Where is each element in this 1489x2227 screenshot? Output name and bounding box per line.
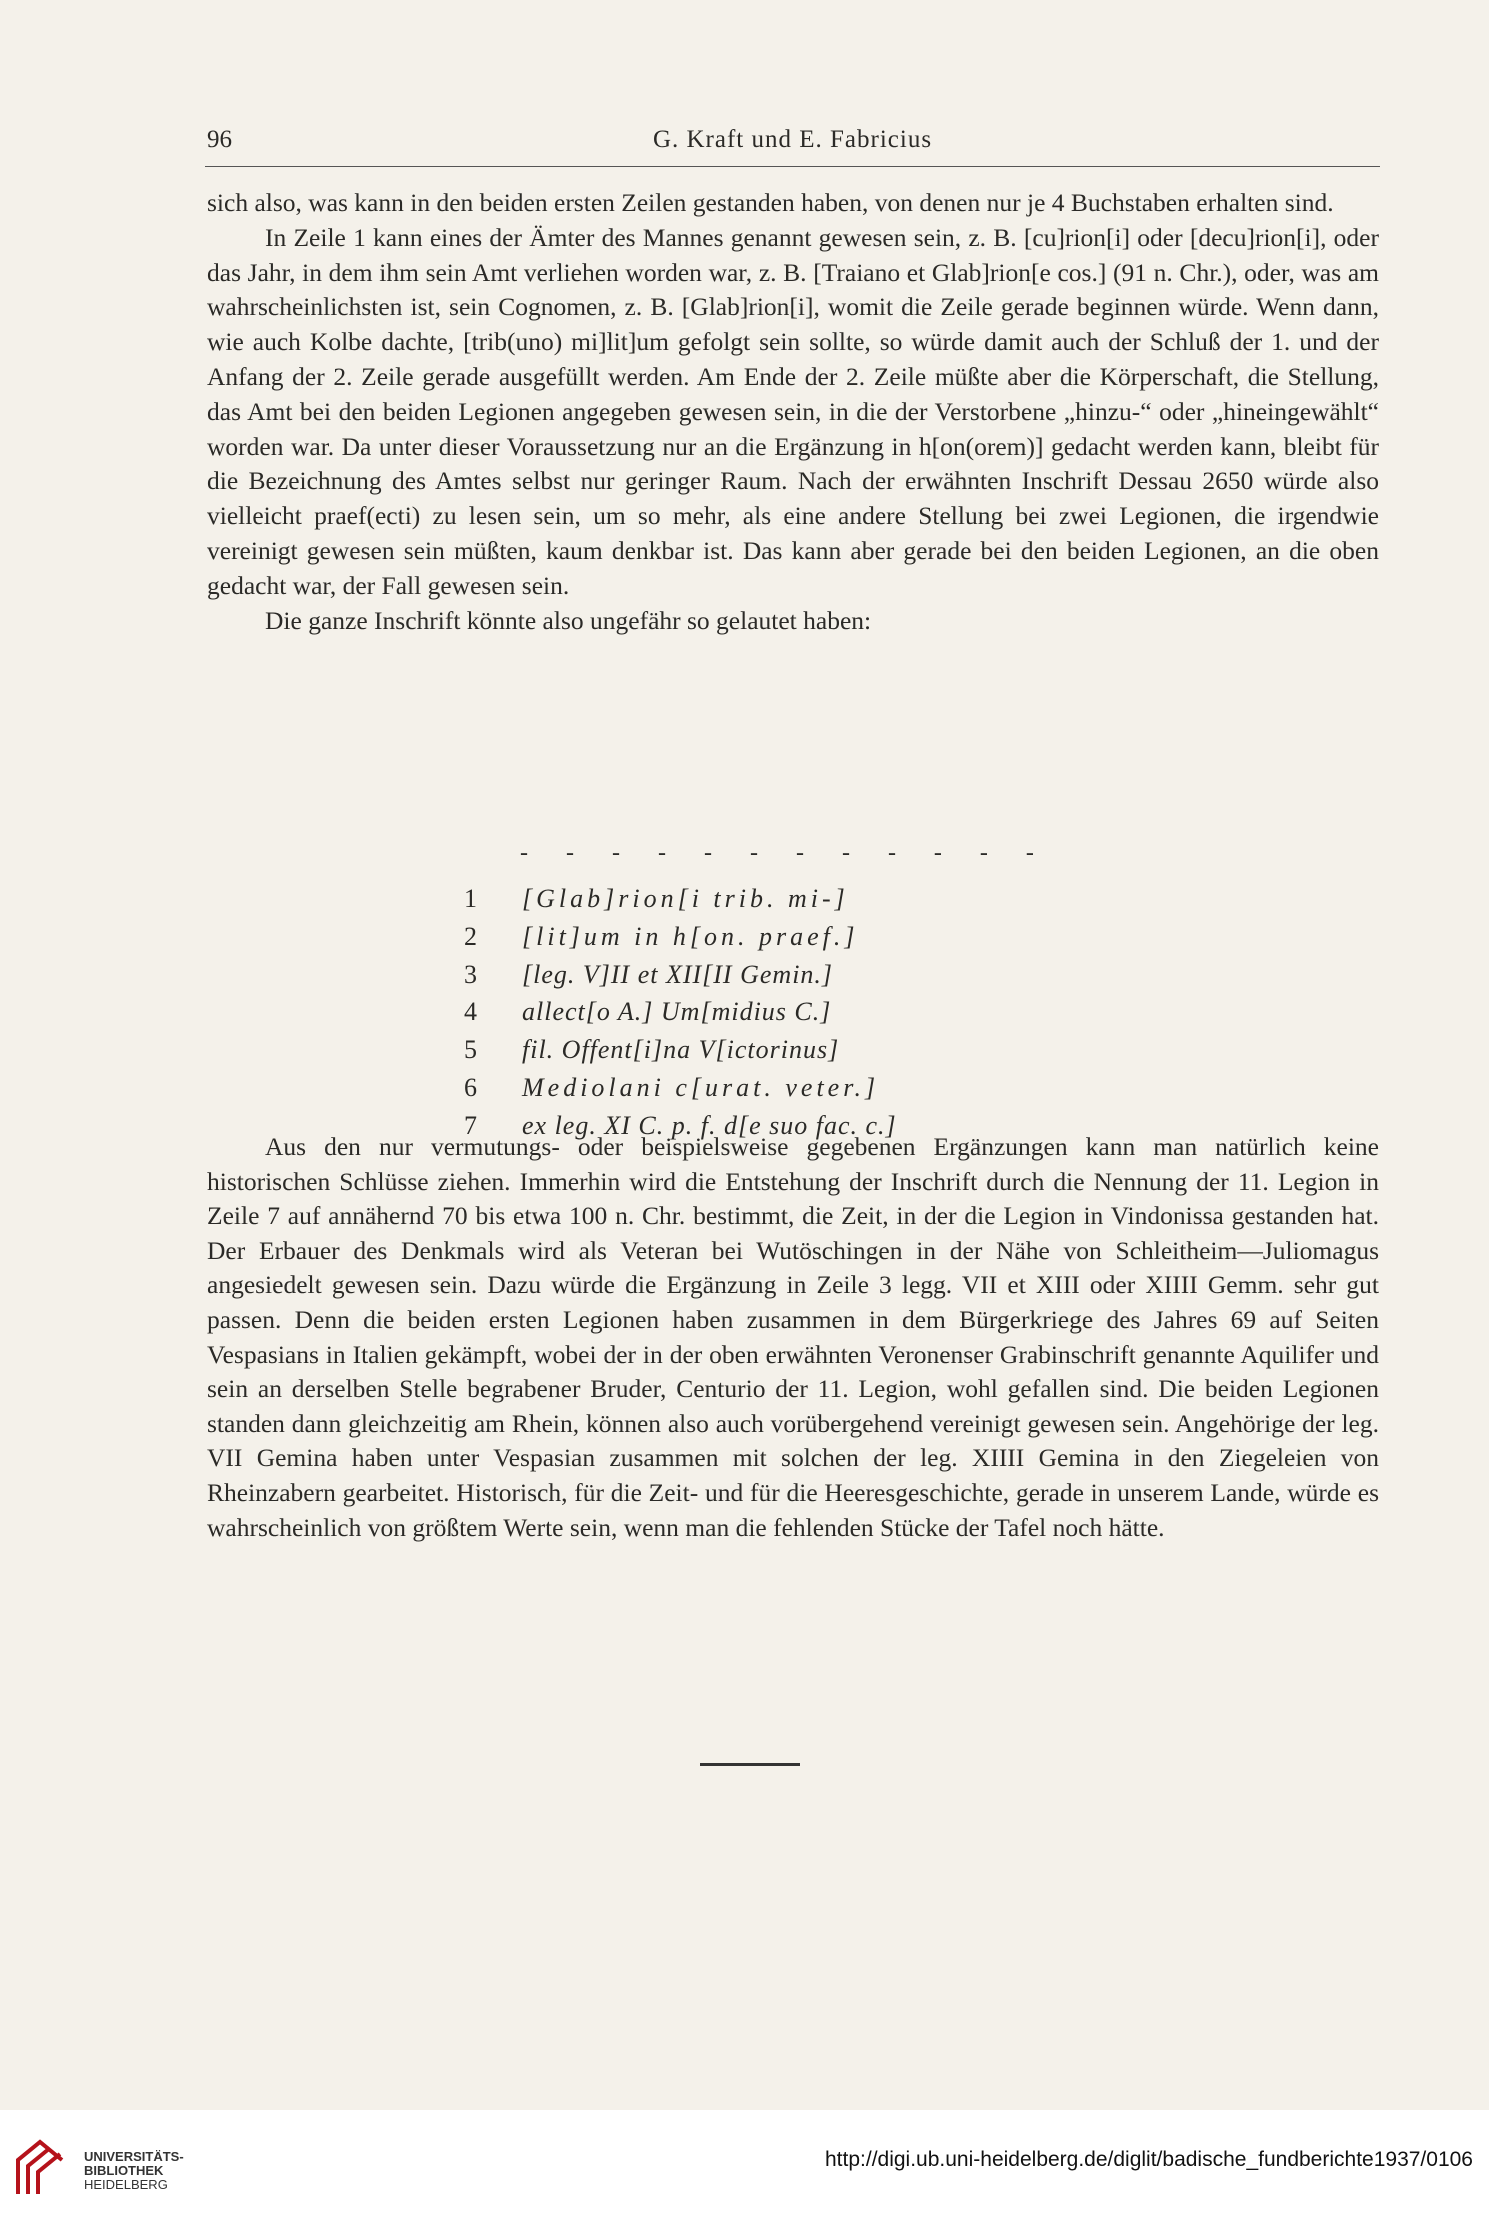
line-number: 7 [464, 1110, 477, 1140]
line-text: fil. Offent[i]na V[ictorinus] [522, 1035, 840, 1065]
line-number: 5 [464, 1035, 477, 1065]
library-line-3: HEIDELBERG [84, 2177, 168, 2192]
paragraph-3: Die ganze Inschrift könnte also ungefähr so gelautet haben: [265, 605, 872, 635]
library-line-2: BIBLIOTHEK [84, 2163, 164, 2178]
line-text: [lit]um in h[on. praef.] [522, 921, 859, 951]
page-header [205, 122, 1380, 167]
line-text: [Glab]rion[i trib. mi-] [522, 884, 849, 913]
inscription-line-3 [464, 956, 897, 994]
dash-separator: - - - - - - - - - - - - [520, 840, 1050, 866]
line-number: 1 [464, 884, 477, 913]
line-number: 6 [464, 1072, 477, 1102]
line-number: 3 [464, 959, 477, 989]
footer-bar [0, 2110, 1489, 2227]
library-line-1: UNIVERSITÄTS- [84, 2149, 184, 2164]
inscription-line-1 [464, 880, 897, 918]
line-text: ex leg. XI C. p. f. d[e suo fac. c.] [522, 1110, 897, 1140]
line-text: [leg. V]II et XII[II Gemin.] [522, 959, 834, 989]
end-rule [700, 1763, 800, 1766]
inscription-line-2 [464, 918, 897, 956]
body-text-top [207, 186, 1379, 638]
library-logo-icon [12, 2138, 72, 2200]
line-text: Mediolani c[urat. veter.] [522, 1072, 880, 1102]
inscription-block [464, 880, 897, 1145]
inscription-line-6 [464, 1069, 897, 1107]
line-number: 4 [464, 997, 477, 1027]
library-name [84, 2150, 184, 2192]
source-url-link[interactable]: http://digi.ub.uni-heidelberg.de/diglit/badische_fundberichte1937/0106 [825, 2148, 1473, 2171]
paragraph-1: sich also, was kann in den beiden ersten Zeilen gestanden haben, von denen nur je 4 Buchstaben erhalten sind. [207, 188, 1334, 217]
paragraph-2: In Zeile 1 kann eines der Ämter des Mannes genannt gewesen sein, z. B. [cu]rion[i] oder [decu]rion[i], oder das Jahr, in dem ihm sein Amt verliehen worden war, z. B. [Traiano et Glab]rion[e cos.] (91 n. Chr.), oder, was am wahrscheinlichsten ist, sein Cognomen, z. B. [Glab]rion[i], womit die Zeile gerade beginnen würde. Wenn dann, wie auch Kolbe dachte, [trib(uno) mi]lit]um gefolgt sein sollte, so würde damit auch der Schluß der 1. und der Anfang der 2. Zeile gerade ausgefüllt werden. Am Ende der 2. Zeile müßte aber die Körperschaft, die Stellung, das Amt bei den beiden Legionen angegeben gewesen sein, in die der Verstorbene „hinzu-“ oder „hineingewählt“ worden war. Da unter dieser Voraussetzung nur an die Ergänzung in h[on(orem)] gedacht werden kann, bleibt für die Bezeichnung des Amtes selbst nur geringer Raum. Nach der erwähnten Inschrift Dessau 2650 würde also vielleicht praef(ecti) zu lesen sein, um so mehr, als eine andere Stellung bei zwei Legionen, die irgendwie vereinigt gewesen sein müßten, kaum denkbar ist. Das kann aber gerade bei den beiden Legionen, an die oben gedacht war, der Fall gewesen sein. [207, 222, 1379, 600]
page-number: 96 [207, 126, 232, 153]
inscription-line-5 [464, 1031, 897, 1069]
running-head: G. Kraft und E. Fabricius [652, 126, 933, 153]
inscription-line-4 [464, 993, 897, 1031]
line-text: allect[o A.] Um[midius C.] [522, 997, 832, 1027]
paragraph-4: Aus den nur vermutungs- oder beispielsweise gegebenen Ergänzungen kann man natürlich keine historischen Schlüsse ziehen. Immerhin wird die Entstehung der Inschrift durch die Nennung der 11. Legion in Zeile 7 auf annähernd 70 bis etwa 100 n. Chr. bestimmt, die Zeit, in der die Legion in Vindonissa gestanden hat. Der Erbauer des Denkmals wird als Veteran bei Wutöschingen in der Nähe von Schleitheim—Juliomagus angesiedelt gewesen sein. Dazu würde die Ergänzung in Zeile 3 legg. VII et XIII oder XIIII Gemm. sehr gut passen. Denn die beiden ersten Legionen haben zusammen in dem Bürgerkriege des Jahres 69 auf Seiten Vespasians in Italien gekämpft, wobei der in der oben erwähnten Veronenser Grabinschrift genannte Aquilifer und sein an derselben Stelle begrabener Bruder, Centurio der 11. Legion, wohl gefallen sind. Die beiden Legionen standen dann gleichzeitig am Rhein, können also auch vorübergehend vereinigt gewesen sein. Angehörige der leg. VII Gemina haben unter Vespasian zusammen mit solchen der leg. XIIII Gemina in den Ziegeleien von Rheinzabern gearbeitet. Historisch, für die Zeit- und für die Heeresgeschichte, gerade in unserem Lande, würde es wahrscheinlich von größtem Werte sein, wenn man die fehlenden Stücke der Tafel noch hätte. [207, 1132, 1379, 1542]
body-text-bottom [207, 1130, 1379, 1545]
line-number: 2 [464, 921, 477, 951]
